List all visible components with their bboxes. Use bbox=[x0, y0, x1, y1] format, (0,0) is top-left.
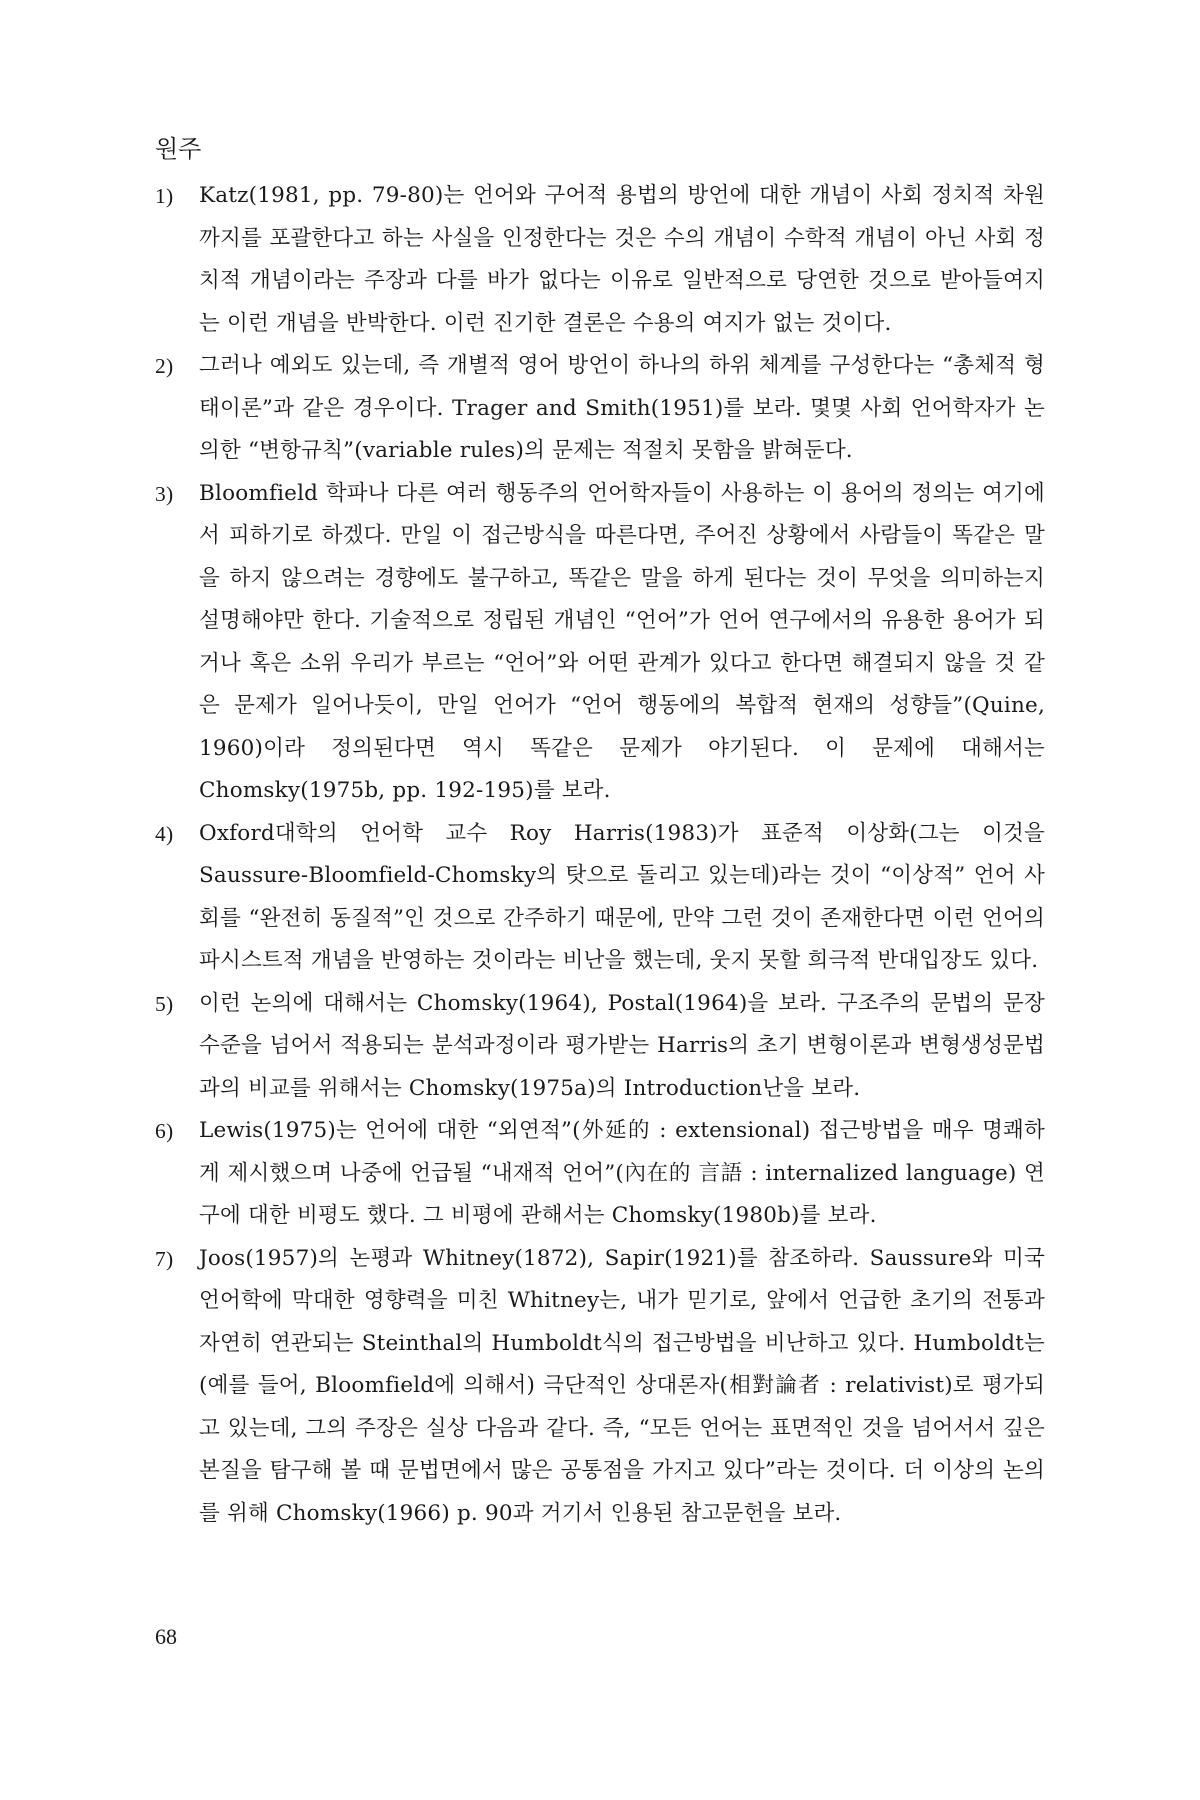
note-item bbox=[155, 813, 1045, 983]
note-item bbox=[155, 473, 1045, 813]
note-text: Katz(1981, pp. 79-80)는 언어와 구어적 용법의 방언에 대한 개념이 사회 정치적 차원까지를 포괄한다고 하는 사실을 인정한다는 것은 수의 개념이 수학적 개념이 아닌 사회 정치적 개념이라는 주장과 다를 바가 없다는 이유로 일반적으로 당연한 것으로 받아들여지는 이런 개념을 반박한다. 이런 진기한 결론은 수용의 여지가 없는 것이다. bbox=[199, 183, 1045, 336]
note-number: 2) bbox=[155, 354, 174, 378]
note-number: 3) bbox=[155, 481, 174, 506]
note-number: 4) bbox=[155, 821, 174, 846]
note-text: 이런 논의에 대해서는 Chomsky(1964), Postal(1964)을 보라. 구조주의 문법의 문장 수준을 넘어서 적용되는 분석과정이라 평가받는 Harris의 초기 변형이론과 변형생성문법과의 비교를 위해서는 Chomsky(1975a)의 Introduction난을 보라. bbox=[199, 990, 1045, 1101]
note-text: Lewis(1975)는 언어에 대한 “외연적”(外延的 : extensional) 접근방법을 매우 명쾌하게 제시했으며 나중에 언급될 “내재적 언어”(內在的 言語 : internalized language) 연구에 대한 비평도 했다. 그 비평에 관해서는 Chomsky(1980b)를 보라. bbox=[199, 1118, 1045, 1228]
note-item bbox=[155, 1238, 1045, 1536]
notes-heading: 원주 bbox=[155, 135, 202, 163]
note-text: Bloomfield 학파나 다른 여러 행동주의 언어학자들이 사용하는 이 용어의 정의는 여기에서 피하기로 하겠다. 만일 이 접근방식을 따른다면, 주어진 상황에서 사람들이 똑같은 말을 하지 않으려는 경향에도 불구하고, 똑같은 말을 하게 된다는 것이 무엇을 의미하는지 설명해야만 한다. 기술적으로 정립된 개념인 “언어”가 언어 연구에서의 유용한 용어가 되거나 혹은 소위 우리가 부르는 “언어”와 어떤 관계가 있다고 한다면 해결되지 않을 것 같은 문제가 일어나듯이, 만일 언어가 “언어 행동에의 복합적 현재의 성향들”(Quine, 1960)이라 정의된다면 역시 똑같은 문제가 야기된다. 이 문제에 대해서는 Chomsky(1975b, pp. 192-195)를 보라. bbox=[199, 480, 1045, 803]
page-number: 68 bbox=[155, 1624, 177, 1649]
note-item bbox=[155, 345, 1045, 473]
note-number: 6) bbox=[155, 1119, 174, 1143]
note-text: 그러나 예외도 있는데, 즉 개별적 영어 방언이 하나의 하위 체계를 구성한다는 “총체적 형태이론”과 같은 경우이다. Trager and Smith(1951)를 보라. 몇몇 사회 언어학자가 논의한 “변항규칙”(variable rules)의 문제는 적절치 못함을 밝혀둔다. bbox=[199, 353, 1045, 463]
note-item bbox=[155, 1110, 1045, 1238]
note-item bbox=[155, 983, 1045, 1111]
note-text: Joos(1957)의 논평과 Whitney(1872), Sapir(1921)를 참조하라. Saussure와 미국 언어학에 막대한 영향력을 미친 Whitney는, 내가 믿기로, 앞에서 언급한 초기의 전통과 자연히 연관되는 Steinthal의 Humboldt식의 접근방법을 비난하고 있다. Humboldt는 (예를 들어, Bloomfield에 의해서) 극단적인 상대론자(相對論者 : relativist)로 평가되고 있는데, 그의 주장은 실상 다음과 같다. 즉, “모든 언어는 표면적인 것을 넘어서서 깊은 본질을 탐구해 볼 때 문법면에서 많은 공통점을 가지고 있다”라는 것이다. 더 이상의 논의를 위해 Chomsky(1966) p. 90과 거기서 인용된 참고문헌을 보라. bbox=[199, 1245, 1045, 1526]
note-text: Oxford대학의 언어학 교수 Roy Harris(1983)가 표준적 이상화(그는 이것을 Saussure-Bloomfield-Chomsky의 탓으로 돌리고 있는데)라는 것이 “이상적” 언어 사회를 “완전히 동질적”인 것으로 간주하기 때문에, 만약 그런 것이 존재한다면 이런 언어의 파시스트적 개념을 반영하는 것이라는 비난을 했는데, 웃지 못할 희극적 반대입장도 있다. bbox=[199, 820, 1045, 973]
note-item bbox=[155, 175, 1045, 345]
note-number: 1) bbox=[155, 184, 174, 208]
notes-list bbox=[155, 175, 1045, 1535]
note-number: 7) bbox=[155, 1246, 174, 1271]
note-number: 5) bbox=[155, 991, 174, 1016]
